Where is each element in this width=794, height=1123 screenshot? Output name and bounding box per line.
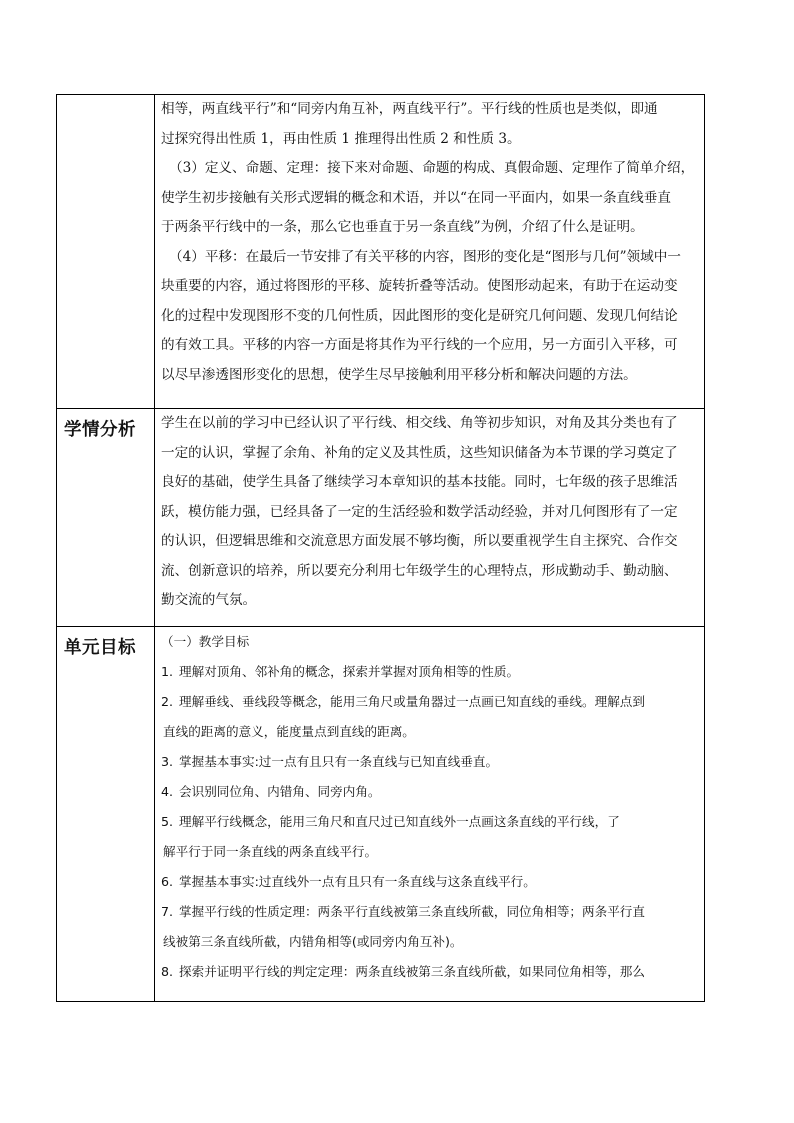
objective-item-continued: 线被第三条直线所截，内错角相等(或同旁内角互补)。	[163, 934, 463, 949]
row-content-cell	[155, 95, 705, 409]
objective-item-continued: 直线的距离的意义，能度量点到直线的距离。	[163, 724, 415, 739]
objective-item: 7. 掌握平行线的性质定理：两条平行直线被第三条直线所截，同位角相等；两条平行直	[161, 904, 645, 919]
paragraph-line: 相等，两直线平行”和“同旁内角互补，两直线平行”。平行线的性质也是类似，即通	[161, 101, 658, 117]
row-label: 单元目标	[64, 638, 136, 658]
row-label-cell	[57, 409, 155, 627]
objective-item: 8. 探索并证明平行线的判定定理：两条直线被第三条直线所截，如果同位角相等，那么	[161, 964, 645, 979]
table-row-textbook-analysis	[57, 95, 705, 409]
paragraph-line: 以尽早渗透图形变化的思想，使学生尽早接触利用平移分析和解决问题的方法。	[161, 366, 637, 383]
paragraph-line: 学生在以前的学习中已经认识了平行线、相交线、角等初步知识，对角及其分类也有了	[161, 415, 678, 431]
paragraph-line: 过探究得出性质 1，再由性质 1 推理得出性质 2 和性质 3。	[161, 130, 521, 147]
objective-item-continued: 解平行于同一条直线的两条直线平行。	[163, 844, 378, 859]
paragraph-line: 的认识，但逻辑思维和交流意思方面发展不够均衡，所以要重视学生自主探究、合作交	[161, 533, 678, 549]
paragraph-line: 的有效工具。平移的内容一方面是将其作为平行线的一个应用，另一方面引入平移，可	[161, 337, 678, 353]
objective-item: 1. 理解对顶角、邻补角的概念，探索并掌握对顶角相等的性质。	[161, 664, 520, 679]
objective-item: 5. 理解平行线概念，能用三角尺和直尺过已知直线外一点画这条直线的平行线，了	[161, 814, 620, 829]
lesson-plan-table	[56, 94, 705, 1002]
paragraph-line: 良好的基础，使学生具备了继续学习本章知识的基本技能。同时，七年级的孩子思维活	[161, 474, 678, 490]
paragraph-line: 跃，模仿能力强，已经具备了一定的生活经验和数学活动经验，并对几何图形有了一定	[161, 503, 678, 520]
paragraph-line: （3）定义、命题、定理：接下来对命题、命题的构成、真假命题、定理作了简单介绍，	[169, 160, 695, 176]
objective-item: 6. 掌握基本事实:过直线外一点有且只有一条直线与这条直线平行。	[161, 874, 536, 889]
objectives-heading: （一）教学目标	[161, 634, 250, 649]
table-row-unit-objectives	[57, 627, 705, 1002]
row-label-cell	[57, 627, 155, 1002]
paragraph-line: 勤交流的气氛。	[161, 592, 257, 608]
objective-item: 4. 会识别同位角、内错角、同旁内角。	[161, 784, 381, 799]
row-label: 学情分析	[64, 420, 136, 440]
row-content-cell	[155, 627, 705, 1002]
objective-item: 3. 掌握基本事实:过一点有且只有一条直线与已知直线垂直。	[161, 754, 499, 769]
paragraph-line: 使学生初步接触有关形式逻辑的概念和术语，并以“在同一平面内，如果一条直线垂直	[161, 189, 671, 206]
table-row-student-analysis	[57, 409, 705, 627]
paragraph-line: 化的过程中发现图形不变的几何性质，因此图形的变化是研究几何问题、发现几何结论	[161, 307, 678, 324]
paragraph-line: 于两条平行线中的一条，那么它也垂直于另一条直线”为例，介绍了什么是证明。	[161, 219, 644, 235]
objective-item: 2. 理解垂线、垂线段等概念，能用三角尺或量角器过一点画已知直线的垂线。理解点到	[161, 694, 645, 709]
paragraph-line: 块重要的内容，通过将图形的平移、旋转折叠等活动。使图形动起来，有助于在运动变	[161, 278, 678, 294]
paragraph-line: （4）平移：在最后一节安排了有关平移的内容，图形的变化是“图形与几何”领域中一	[169, 248, 681, 265]
paragraph-line: 一定的认识，掌握了余角、补角的定义及其性质，这些知识储备为本节课的学习奠定了	[161, 444, 678, 461]
paragraph-line: 流、创新意识的培养，所以要充分利用七年级学生的心理特点，形成勤动手、勤动脑、	[161, 562, 678, 579]
row-content-cell	[155, 409, 705, 627]
row-label-cell	[57, 95, 155, 409]
row-label	[57, 95, 154, 102]
